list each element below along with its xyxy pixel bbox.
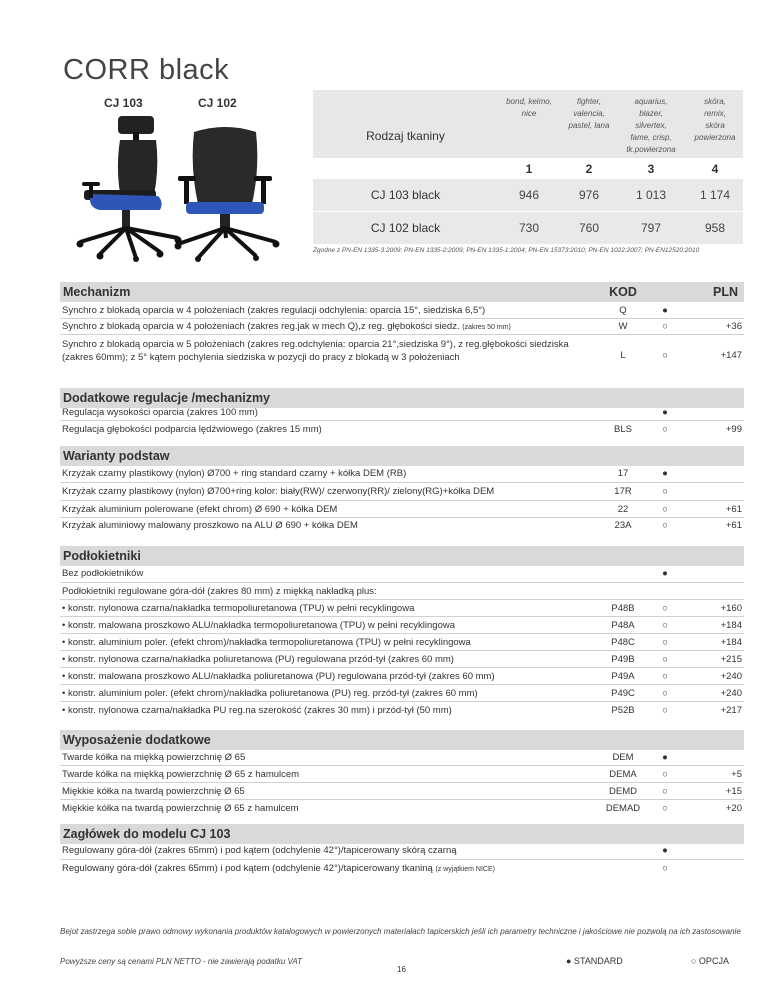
pln-header: PLN [713,285,738,299]
section-header-mechanizm: Mechanizm KOD PLN [60,282,744,302]
fabric-group-1-names: bond, keimo, nice [506,97,552,118]
price-row-cj103: CJ 103 black 946 976 1 013 1 174 [313,179,743,211]
group-number-2: 2 [585,162,593,176]
group-number-4: 4 [711,162,719,176]
section-header-podlokietniki: Podłokietniki [60,546,744,566]
group-number-3: 3 [647,162,655,176]
footer-vat-note: Powyższe ceny są cenami PLN NETTO - nie zawierają podatku VAT [60,957,303,966]
model-label-cj102: CJ 102 [198,96,237,110]
fabric-group-2-names: fighter, valencia, pastel, lana [568,97,610,130]
fabric-group-4-names: skóra, remix, skóra powierzona [694,97,736,142]
footer-note: Bejot zastrzega sobie prawo odmowy wykonania produktów katalogowych w powierzonych materiałach tapicerskich jeśli ich parametry techniczne i jakościowe nie pozwolą na ich zastosowanie [60,927,741,936]
page-title: CORR black [63,54,230,86]
legend-standard: ● STANDARD [566,956,623,966]
model-label-cj103: CJ 103 [104,96,143,110]
norms-note: Zgodne z PN-EN 1335-3:2009: PN-EN 1335-2:2009; PN-EN 1335-1:2004; PN-EN 15373:2010; PN-EN 1022:2007; PN-EN12520:2010 [313,247,700,254]
section-header-wyposazenie: Wyposażenie dodatkowe [60,730,744,750]
price-row-cj102: CJ 102 black 730 760 797 958 [313,212,743,244]
section-header-dodatkowe: Dodatkowe regulacje /mechanizmy [60,388,744,408]
fabric-type-heading: Rodzaj tkaniny [366,129,445,143]
fabric-group-3-names: aquarius, blazer, silvertex, fame, crisp, tk.powierzona [626,97,676,154]
page-number: 16 [397,965,406,974]
section-header-warianty: Warianty podstaw [60,446,744,466]
chair-cj102-image [160,112,290,262]
legend-option: ○ OPCJA [691,956,729,966]
kod-header: KOD [609,285,637,299]
group-number-1: 1 [525,162,533,176]
section-header-zaglowek: Zagłówek do modelu CJ 103 [60,824,744,844]
